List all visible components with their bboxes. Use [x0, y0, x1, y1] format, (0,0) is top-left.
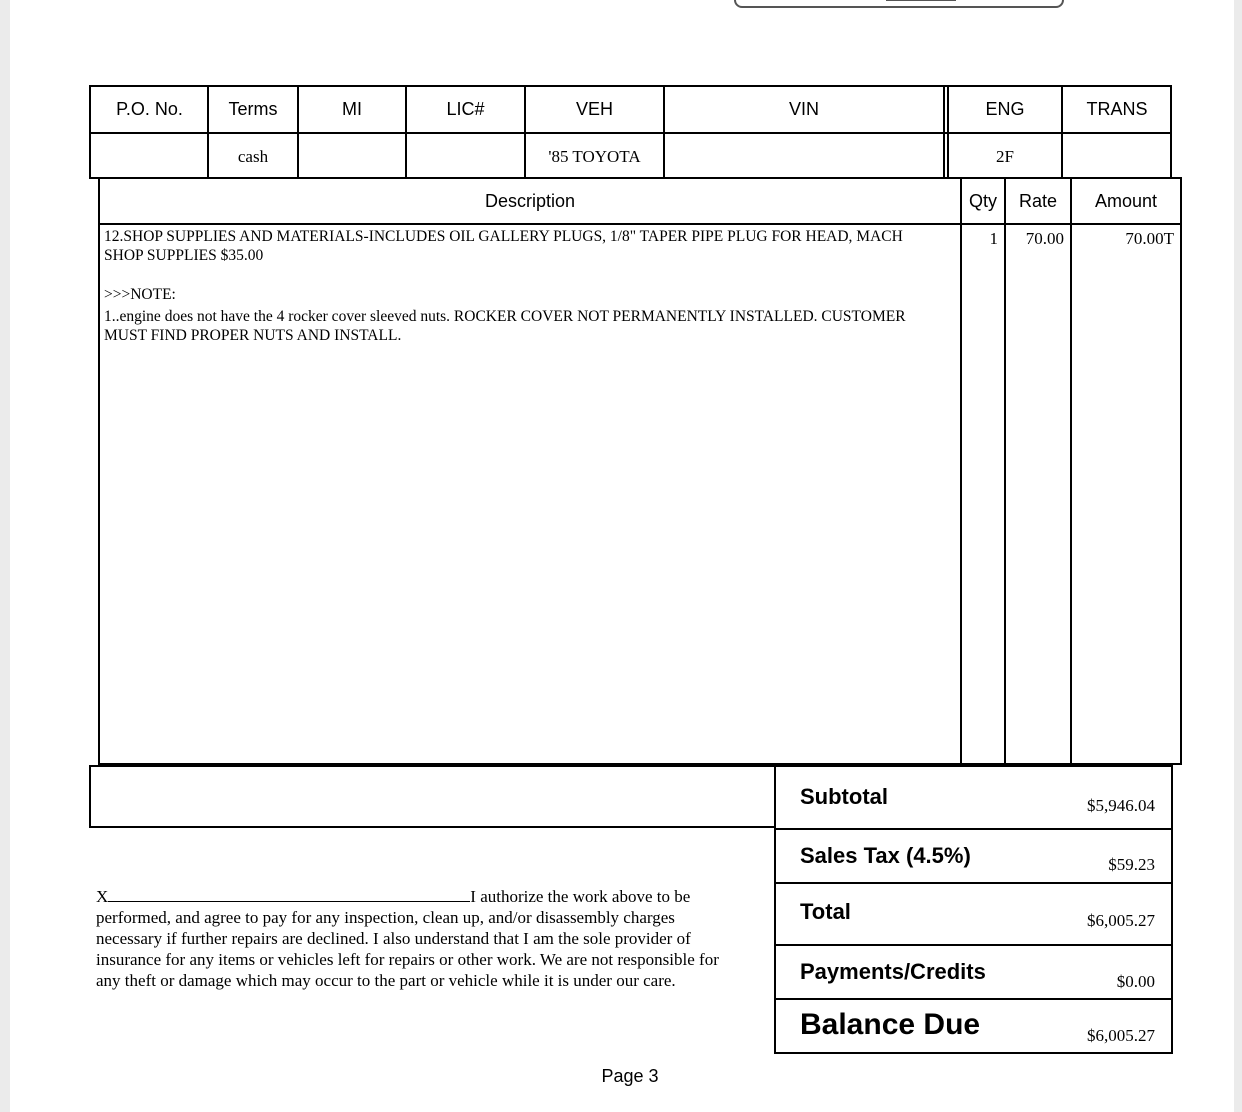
- balance-due-row: [776, 1000, 1171, 1052]
- value-terms: cash: [237, 146, 269, 166]
- qty-header: Qty: [968, 190, 997, 211]
- authorization-line-2: performed, and agree to pay for any inspection, clean up, and/or disassembly charges: [96, 908, 675, 927]
- sales-tax-row: [776, 830, 1171, 883]
- signature-x: X: [96, 887, 109, 906]
- authorization-text: [96, 886, 771, 991]
- value-veh: '85 TOYOTA: [548, 146, 641, 166]
- value-po-number: [91, 134, 208, 179]
- value-eng: 2F: [996, 146, 1014, 166]
- payments-row: [776, 946, 1171, 998]
- subtotal-label: Subtotal: [800, 784, 888, 809]
- description-header: Description: [484, 190, 576, 211]
- col-vin: VIN: [788, 99, 819, 119]
- authorization-line-3: necessary if further repairs are declined. I also understand that I am the sole provider of: [96, 929, 691, 948]
- authorization-line-1: I authorize the work above to be: [470, 887, 691, 906]
- sales-tax-value: $59.23: [1108, 855, 1155, 874]
- value-trans: [1062, 134, 1172, 179]
- col-trans: TRANS: [1086, 99, 1148, 119]
- col-eng: ENG: [985, 99, 1025, 119]
- vehicle-info-table: [89, 85, 1172, 179]
- value-mi: [298, 134, 406, 179]
- value-lic: [406, 134, 525, 179]
- subtotal-value: $5,946.04: [1087, 796, 1155, 815]
- sales-tax-label: Sales Tax (4.5%): [800, 843, 971, 868]
- balance-due-value: $6,005.27: [1087, 1026, 1155, 1045]
- col-mi: MI: [342, 99, 362, 119]
- totals-box: [774, 765, 1173, 1054]
- amount-header: Amount: [1094, 190, 1158, 211]
- total-label: Total: [800, 899, 851, 924]
- col-lic: LIC#: [446, 99, 485, 119]
- line-item-rate: 70.00: [1025, 229, 1064, 248]
- note-heading: >>>NOTE:: [104, 286, 176, 303]
- col-terms: Terms: [228, 99, 278, 119]
- authorization-line-4: insurance for any items or vehicles left for repairs or other work. We are not responsible for: [96, 950, 719, 969]
- authorization-line-5: any theft or damage which may occur to the part or vehicle while it is under our care.: [96, 971, 676, 990]
- payments-label: Payments/Credits: [800, 959, 986, 984]
- subtotal-row: [776, 767, 1171, 828]
- balance-due-label: Balance Due: [800, 1008, 981, 1041]
- note-text-2: MUST FIND PROPER NUTS AND INSTALL.: [104, 327, 402, 344]
- total-value: $6,005.27: [1087, 911, 1155, 930]
- total-row: [776, 884, 1171, 944]
- note-text-1: 1..engine does not have the 4 rocker cover sleeved nuts. ROCKER COVER NOT PERMANENTLY INSTALLED. CUSTOMER: [104, 308, 906, 325]
- page-number: Page 3: [601, 1066, 659, 1086]
- line-item-qty: 1: [989, 229, 998, 248]
- line-items-table: [98, 177, 1182, 765]
- rate-header: Rate: [1018, 190, 1058, 211]
- signature-line[interactable]: [108, 888, 470, 902]
- line-item-description: [104, 227, 949, 345]
- header-box-fragment: [734, 0, 1064, 8]
- line-item-text-1: 12.SHOP SUPPLIES AND MATERIALS-INCLUDES OIL GALLERY PLUGS, 1/8" TAPER PIPE PLUG FOR HEAD, MACH: [104, 228, 903, 245]
- col-po-number: P.O. No.: [116, 99, 183, 119]
- invoice-page: [10, 0, 1234, 1112]
- col-veh: VEH: [575, 99, 613, 119]
- value-vin: [664, 134, 944, 179]
- line-item-amount: 70.00T: [1125, 229, 1174, 248]
- payments-value: $0.00: [1116, 972, 1155, 991]
- line-item-text-2: SHOP SUPPLIES $35.00: [104, 247, 264, 264]
- memo-box: [89, 765, 776, 828]
